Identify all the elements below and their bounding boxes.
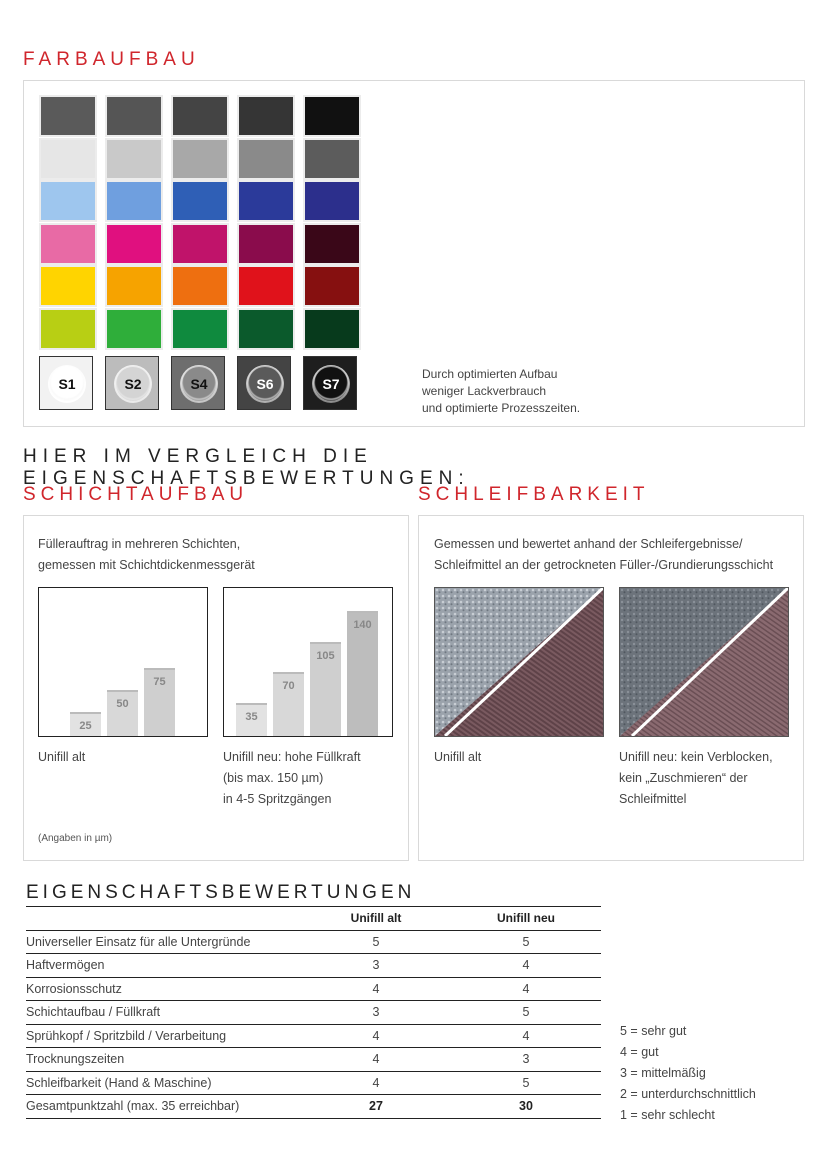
caption-line: Schleifmittel [619,792,687,806]
color-swatch [171,223,229,265]
legend-item: 4 = gut [620,1045,659,1059]
color-swatch [39,138,97,180]
bar-value-label: 70 [282,680,295,692]
schichtaufbau-intro [38,534,255,576]
layer-bar [70,712,101,736]
color-swatch [105,95,163,137]
sanding-image-new [619,587,789,737]
score-new-cell: 30 [451,1095,601,1119]
sample-disc: S7 [312,365,350,403]
layer-bar [144,668,175,736]
score-new-cell: 5 [451,1001,601,1025]
table-row [26,1001,601,1025]
color-swatch [39,223,97,265]
color-swatch [303,95,361,137]
criterion-cell: Schichtaufbau / Füllkraft [26,1001,301,1025]
color-swatch [237,308,295,350]
bar-value-label: 75 [153,676,166,688]
criterion-cell: Haftvermögen [26,954,301,978]
color-note [422,366,580,417]
vergleich-heading: HIER IM VERGLEICH DIE EIGENSCHAFTSBEWERTUNGEN: [23,446,470,489]
criterion-cell: Korrosionsschutz [26,977,301,1001]
layer-bar [107,690,138,736]
surface-sample-s6 [237,356,291,410]
color-swatch [303,265,361,307]
color-swatch [105,308,163,350]
caption-new [619,747,773,810]
bar-value-label: 50 [116,698,129,710]
note-line: Durch optimierten Aufbau [422,367,558,381]
color-swatch [39,265,97,307]
color-swatch [105,223,163,265]
color-swatch [303,138,361,180]
ratings-title: EIGENSCHAFTSBEWERTUNGEN [26,882,416,903]
criterion-cell: Trocknungszeiten [26,1048,301,1072]
surface-sample-s7 [303,356,357,410]
legend-item: 5 = sehr gut [620,1024,687,1038]
legend-item: 1 = sehr schlecht [620,1108,715,1122]
color-swatch [39,180,97,222]
score-new-cell: 5 [451,1071,601,1095]
color-swatch [237,265,295,307]
criterion-cell: Schleifbarkeit (Hand & Maschine) [26,1071,301,1095]
score-old-cell: 4 [301,1071,451,1095]
color-swatch [303,308,361,350]
caption-line: (bis max. 150 µm) [223,771,324,785]
caption-line: in 4-5 Spritzgängen [223,792,332,806]
bar-value-label: 25 [79,720,92,732]
color-swatch [303,223,361,265]
table-row [26,977,601,1001]
layer-chart-new [223,587,393,737]
color-swatch [105,265,163,307]
table-row [26,954,601,978]
ratings-table [26,906,601,1119]
schleifbarkeit-panel [418,515,804,861]
color-swatch [171,180,229,222]
bar-value-label: 35 [245,711,258,723]
table-row [26,1071,601,1095]
caption-line: Unifill neu: kein Verblocken, [619,750,773,764]
criterion-cell: Universeller Einsatz für alle Untergründe [26,930,301,954]
rating-legend [620,1021,756,1126]
layer-bar [273,672,304,736]
color-swatch [105,180,163,222]
score-new-cell: 4 [451,977,601,1001]
caption-new [223,747,361,810]
surface-sample-s2 [105,356,159,410]
score-new-cell: 4 [451,954,601,978]
color-swatch [39,308,97,350]
layer-chart-old [38,587,208,737]
schichtaufbau-title: SCHICHTAUFBAU [23,484,249,505]
color-swatch [237,95,295,137]
units-footnote: (Angaben in µm) [38,833,113,844]
table-row [26,1095,601,1119]
intro-line: Gemessen und bewertet anhand der Schleifergebnisse/ [434,537,743,551]
score-old-cell: 4 [301,1048,451,1072]
farbaufbau-title: FARBAUFBAU [23,49,200,70]
table-row [26,1048,601,1072]
layer-bar [310,642,341,736]
criterion-cell: Sprühkopf / Spritzbild / Verarbeitung [26,1024,301,1048]
score-old-cell: 4 [301,1024,451,1048]
caption-line: Unifill neu: hohe Füllkraft [223,750,361,764]
sample-disc: S2 [114,365,152,403]
caption-old: Unifill alt [434,750,482,764]
score-old-cell: 5 [301,930,451,954]
criterion-cell: Gesamtpunktzahl (max. 35 erreichbar) [26,1095,301,1119]
score-old-cell: 3 [301,1001,451,1025]
schichtaufbau-panel [23,515,409,861]
schleifbarkeit-title: SCHLEIFBARKEIT [418,484,650,505]
header-criterion [26,907,301,931]
score-old-cell: 3 [301,954,451,978]
header-old: Unifill alt [301,907,451,931]
intro-line: gemessen mit Schichtdickenmessgerät [38,558,255,572]
layer-bar [347,611,378,736]
schleifbarkeit-intro [434,534,773,576]
table-row [26,930,601,954]
legend-item: 2 = unterdurchschnittlich [620,1087,756,1101]
table-header-row [26,907,601,931]
score-new-cell: 5 [451,930,601,954]
surface-sample-s4 [171,356,225,410]
score-old-cell: 27 [301,1095,451,1119]
table-row [26,1024,601,1048]
color-swatch [237,138,295,180]
color-swatch [171,138,229,180]
sample-disc: S1 [48,365,86,403]
caption-old: Unifill alt [38,750,86,764]
intro-line: Füllerauftrag in mehreren Schichten, [38,537,241,551]
sample-disc: S6 [246,365,284,403]
header-new: Unifill neu [451,907,601,931]
bar-value-label: 105 [316,650,335,662]
caption-line: kein „Zuschmieren“ der [619,771,748,785]
color-swatch [171,308,229,350]
color-swatch [105,138,163,180]
score-old-cell: 4 [301,977,451,1001]
layer-bar [236,703,267,736]
intro-line: Schleifmittel an der getrockneten Füller-/Grundierungsschicht [434,558,774,572]
bar-value-label: 140 [353,619,372,631]
surface-sample-s1 [39,356,93,410]
score-new-cell: 4 [451,1024,601,1048]
color-swatch [237,180,295,222]
sanding-image-old [434,587,604,737]
color-swatch [237,223,295,265]
sample-disc: S4 [180,365,218,403]
color-swatch [39,95,97,137]
note-line: weniger Lackverbrauch [422,384,547,398]
legend-item: 3 = mittelmäßig [620,1066,706,1080]
color-swatch [171,95,229,137]
score-new-cell: 3 [451,1048,601,1072]
color-panel [23,80,805,427]
color-swatch [303,180,361,222]
note-line: und optimierte Prozesszeiten. [422,401,581,415]
color-swatch [171,265,229,307]
